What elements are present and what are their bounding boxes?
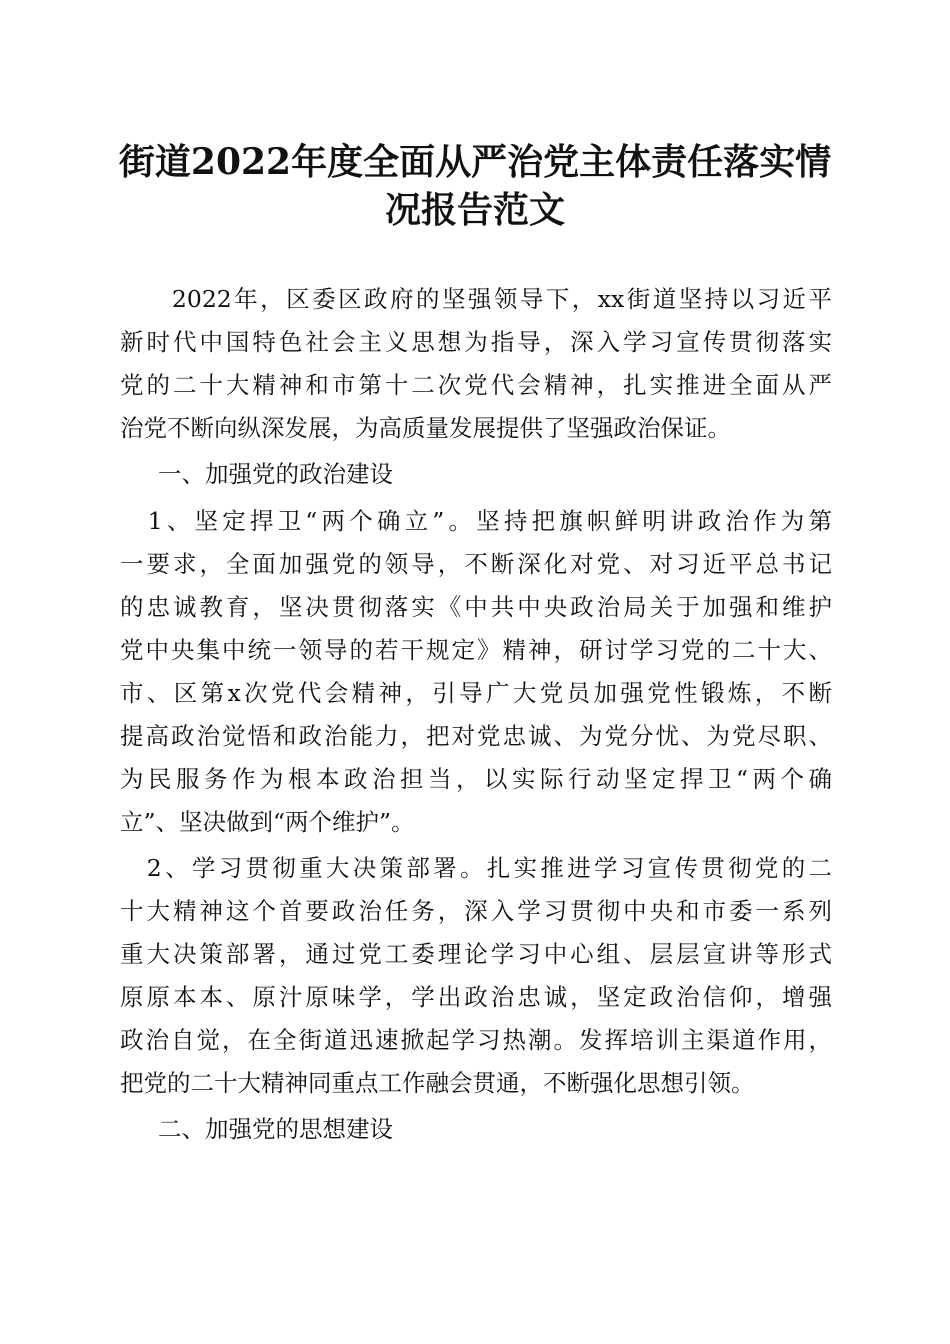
item-2-line-3: 重大决策部署，通过党工委理论学习中心组、层层宣讲等形式 <box>120 940 832 968</box>
item-1-line-3: 的忠诚教育，坚决贯彻落实《中共中央政治局关于加强和维护 <box>120 593 832 621</box>
item-1-line-7: 为民服务作为根本政治担当，以实际行动坚定捍卫“两个确 <box>120 765 832 793</box>
item-2-line-4: 原原本本、原汁原味学，学出政治忠诚，坚定政治信仰，增强 <box>120 983 832 1011</box>
item-2-line-2: 十大精神这个首要政治任务，深入学习贯彻中央和市委一系列 <box>120 897 832 925</box>
intro-line-3: 党的二十大精神和市第十二次党代会精神，扎实推进全面从严 <box>120 371 832 399</box>
intro-line-1: 2022年，区委区政府的坚强领导下，xx街道坚持以习近平 <box>120 285 832 313</box>
item-1-line-4: 党中央集中统一领导的若干规定》精神，研讨学习党的二十大、 <box>120 636 832 664</box>
intro-line-4: 治党不断向纵深发展，为高质量发展提供了坚强政治保证。 <box>120 414 731 442</box>
section-1-heading: 一、加强党的政治建设 <box>158 460 393 488</box>
intro-line-2: 新时代中国特色社会主义思想为指导，深入学习宣传贯彻落实 <box>120 328 832 356</box>
item-1-line-6: 提高政治觉悟和政治能力，把对党忠诚、为党分忧、为党尽职、 <box>120 722 832 750</box>
item-1-line-8: 立”、坚决做到“两个维护”。 <box>120 808 415 836</box>
item-2-line-6: 把党的二十大精神同重点工作融会贯通，不断强化思想引领。 <box>120 1069 755 1097</box>
document-title-line-2: 况报告范文 <box>384 189 565 231</box>
item-1-line-2: 一要求，全面加强党的领导，不断深化对党、对习近平总书记 <box>120 550 832 578</box>
document-title-line-1: 街道2022年度全面从严治党主体责任落实情 <box>118 141 832 183</box>
item-1-line-1: 1、坚定捍卫“两个确立”。坚持把旗帜鲜明讲政治作为第 <box>120 507 832 535</box>
item-2-line-5: 政治自觉，在全街道迅速掀起学习热潮。发挥培训主渠道作用， <box>120 1026 832 1054</box>
item-2-line-1: 2、学习贯彻重大决策部署。扎实推进学习宣传贯彻党的二 <box>120 854 832 882</box>
item-1-line-5: 市、区第x次党代会精神，引导广大党员加强党性锻炼，不断 <box>120 679 832 707</box>
section-2-heading: 二、加强党的思想建设 <box>158 1115 393 1143</box>
